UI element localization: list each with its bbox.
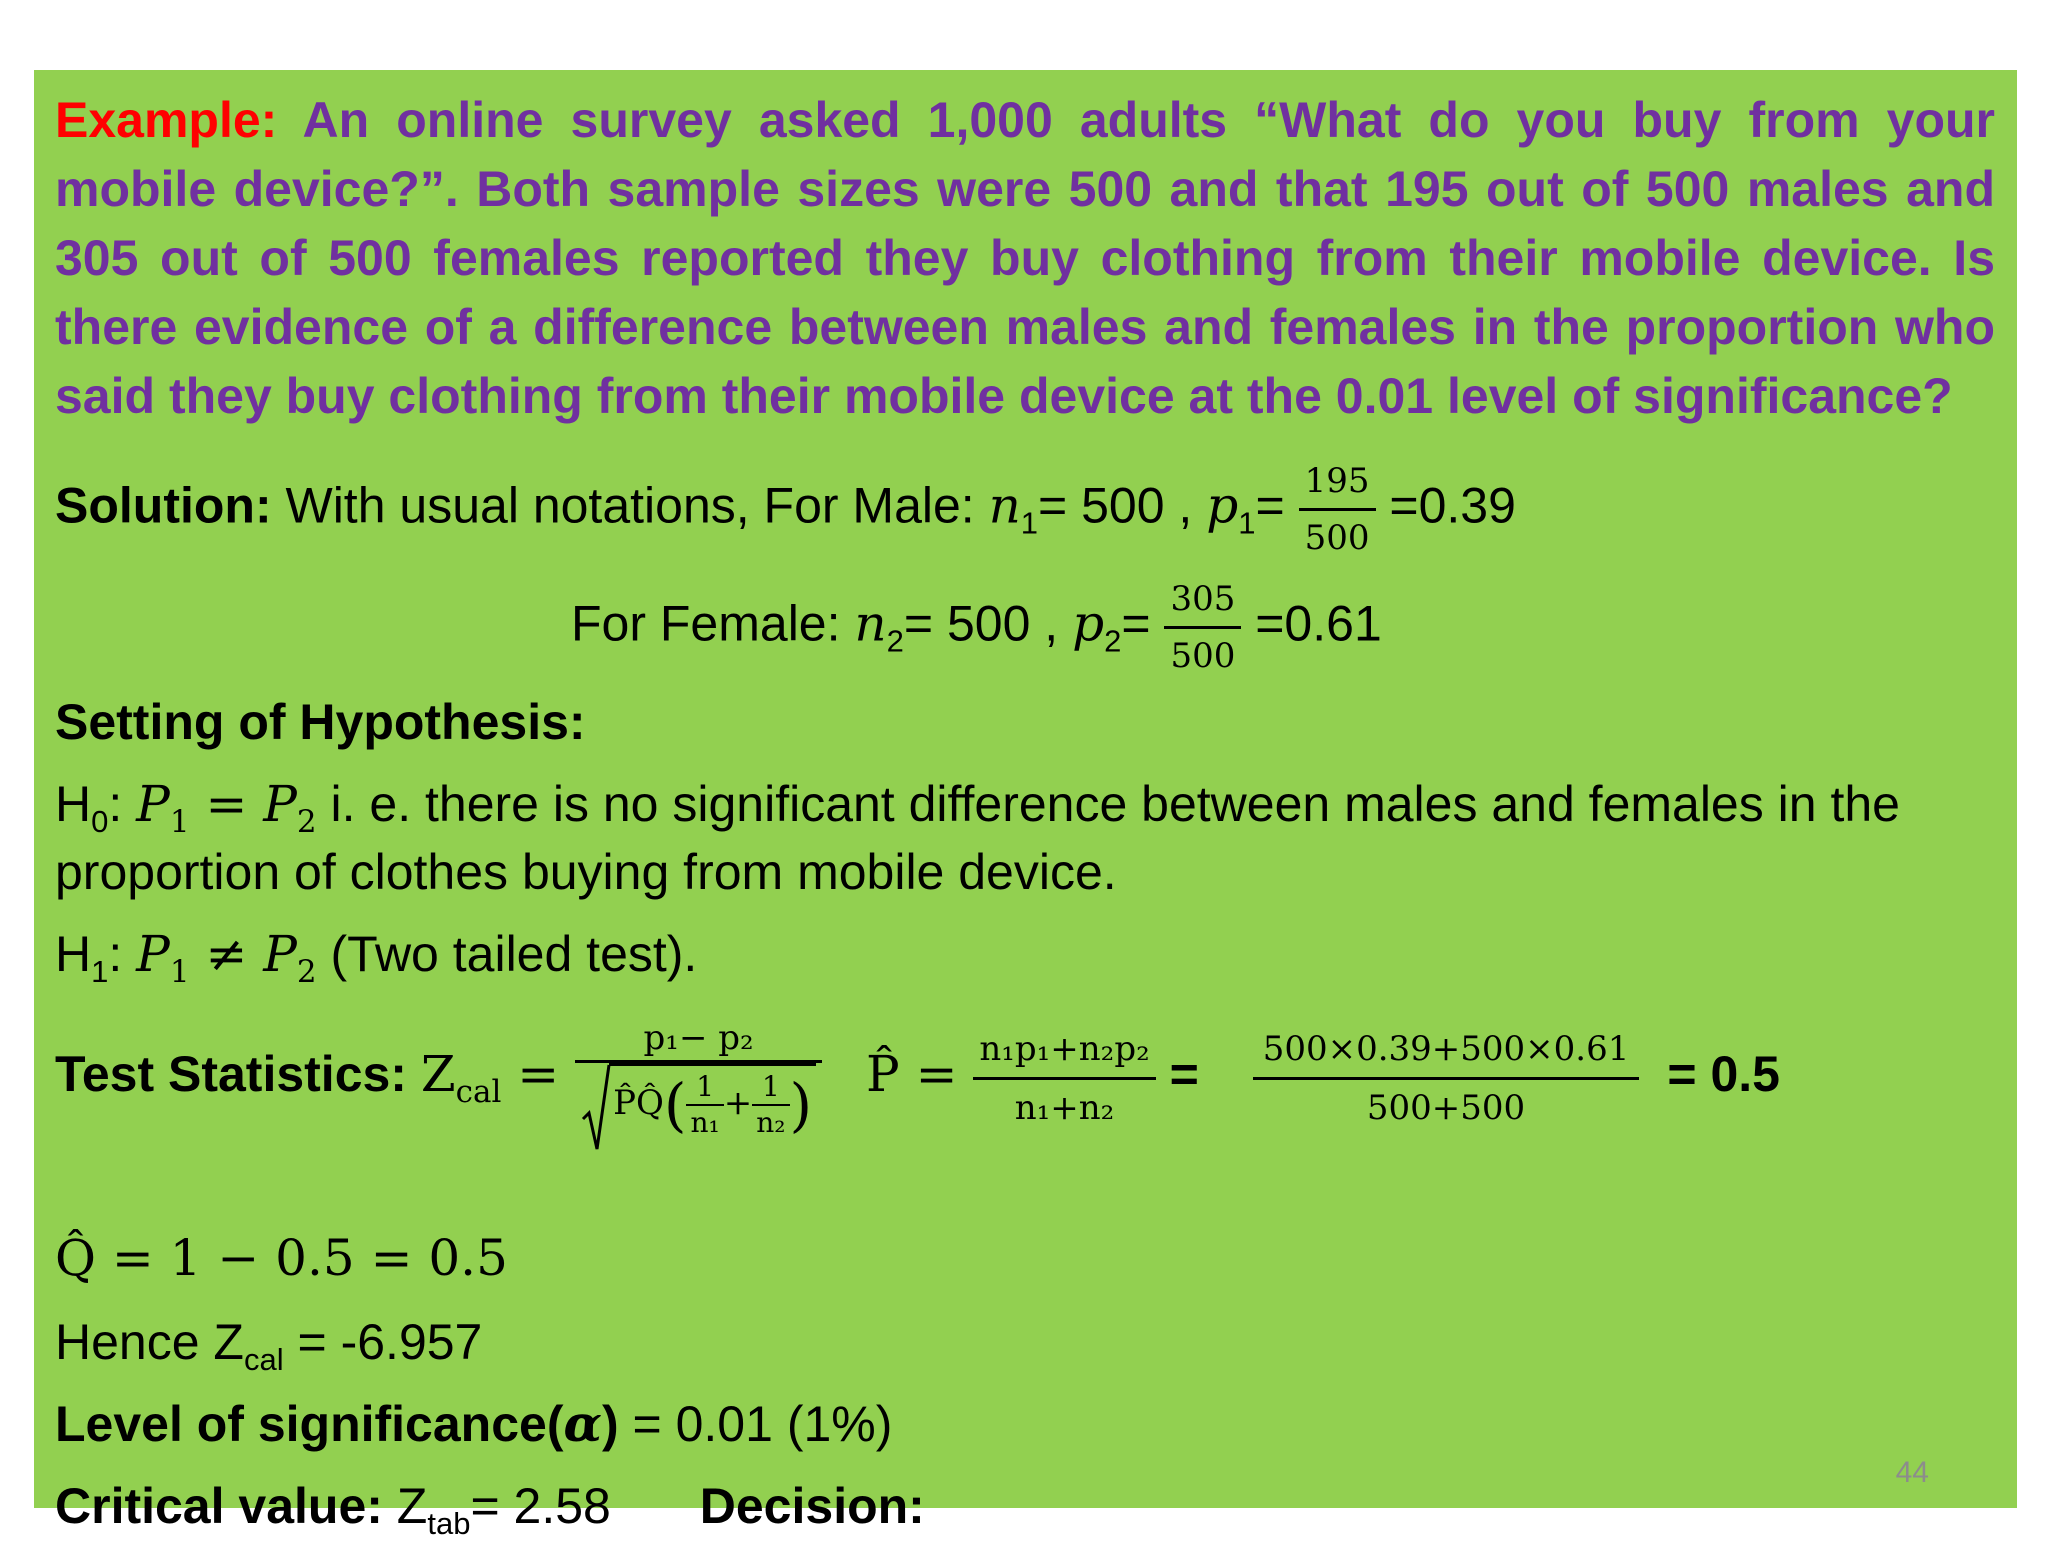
alpha-symbol: α bbox=[563, 1394, 602, 1453]
male-p-sub: 1 bbox=[1238, 505, 1256, 541]
zcal-sub: cal bbox=[455, 1074, 502, 1111]
h0-colon: : bbox=[108, 776, 137, 832]
male-p-symbol: p bbox=[1206, 476, 1239, 535]
female-fraction bbox=[1164, 572, 1241, 683]
h1-p2-sub: 2 bbox=[296, 953, 317, 990]
zcal-symbol: Z bbox=[420, 1045, 456, 1104]
male-p-eq: = bbox=[1255, 477, 1285, 534]
hence-value: = -6.957 bbox=[283, 1314, 483, 1370]
h1-text: (Two tailed test). bbox=[316, 926, 698, 982]
los-label: Level of significance( bbox=[55, 1396, 564, 1452]
female-n-value: = 500 , bbox=[903, 595, 1073, 652]
los-value: = 0.01 (1%) bbox=[618, 1396, 893, 1452]
h0-p1: P bbox=[136, 775, 170, 833]
zcal-equals: = bbox=[501, 1045, 576, 1104]
inner-frac-2-num: 1 bbox=[752, 1070, 789, 1106]
h1-p1-sub: 1 bbox=[169, 953, 190, 990]
h1-relation: ≠ bbox=[189, 925, 264, 983]
h0-text-line1: i. e. there is no significant difference between males and females in the bbox=[316, 776, 1900, 832]
h0-p1-sub: 1 bbox=[169, 803, 190, 840]
pq-hat: P̂Q̂ bbox=[613, 1083, 664, 1123]
phat-equals: = bbox=[1155, 1046, 1213, 1103]
los-close: ) bbox=[601, 1396, 619, 1452]
decision-label: Decision: bbox=[699, 1478, 925, 1534]
male-fraction-den: 500 bbox=[1304, 518, 1370, 558]
female-n-sub: 2 bbox=[886, 623, 904, 659]
h0-sub: 0 bbox=[91, 803, 109, 839]
female-n-symbol: n bbox=[854, 594, 887, 653]
hence-text: Hence Z bbox=[55, 1314, 244, 1370]
inner-plus: + bbox=[723, 1083, 753, 1123]
solution-label: Solution: bbox=[55, 477, 272, 534]
h0-text-line2: proportion of clothes buying from mobile device. bbox=[55, 844, 1117, 900]
page-number: 44 bbox=[1895, 1456, 1929, 1489]
male-n-symbol: n bbox=[988, 476, 1021, 535]
phat-result: = 0.5 bbox=[1667, 1046, 1780, 1103]
h0-label: H bbox=[55, 776, 92, 832]
example-text: An online survey asked 1,000 adults “What do you buy from your mobile device?”. Both sample sizes were 500 and that 195 out of 500 males and 305 out of 500 females reported they buy clothing from their mobile device. Is there evidence of a difference between males and females in the proportion who said they buy clothing from their mobile device at the 0.01 level of significance? bbox=[55, 92, 1995, 424]
example-paragraph bbox=[55, 86, 1995, 431]
sqrt-radical bbox=[581, 1063, 816, 1140]
female-fraction-num: 305 bbox=[1164, 572, 1241, 629]
inner-frac-1-num: 1 bbox=[686, 1070, 723, 1106]
h0-relation: = bbox=[189, 775, 264, 833]
male-n-value: = 500 , bbox=[1038, 477, 1207, 534]
zcal-numerator: p₁− p₂ bbox=[575, 1016, 822, 1063]
male-fraction-num: 195 bbox=[1299, 454, 1376, 511]
female-result: =0.61 bbox=[1241, 595, 1382, 652]
female-label: For Female: bbox=[571, 595, 855, 652]
critical-line bbox=[55, 1476, 925, 1541]
female-p-sub: 2 bbox=[1104, 623, 1122, 659]
inner-frac-2-den: n₂ bbox=[756, 1106, 786, 1139]
phat-fraction bbox=[973, 1021, 1155, 1136]
inner-frac-2 bbox=[752, 1070, 789, 1140]
female-p-eq: = bbox=[1121, 595, 1151, 652]
calc-denominator: 500+500 bbox=[1366, 1087, 1526, 1128]
paren-open: ( bbox=[663, 1071, 687, 1139]
sqrt-icon bbox=[581, 1063, 611, 1153]
phat-label: P̂ = bbox=[866, 1045, 974, 1104]
h1-line bbox=[55, 924, 698, 990]
zcal-denominator bbox=[575, 1063, 822, 1140]
hence-sub: cal bbox=[243, 1341, 284, 1377]
male-result: =0.39 bbox=[1375, 477, 1516, 534]
critical-value: = 2.58 bbox=[470, 1478, 611, 1534]
radicand bbox=[609, 1063, 816, 1140]
hence-line bbox=[55, 1312, 483, 1377]
phat-denominator: n₁+n₂ bbox=[1014, 1087, 1115, 1128]
h1-p2: P bbox=[263, 925, 297, 983]
male-fraction bbox=[1299, 454, 1376, 565]
h1-sub: 1 bbox=[91, 953, 109, 989]
solution-male-line bbox=[55, 454, 1516, 565]
h0-p2: P bbox=[263, 775, 297, 833]
los-line bbox=[55, 1394, 892, 1454]
h0-line bbox=[55, 774, 1900, 840]
h1-colon: : bbox=[108, 926, 137, 982]
critical-z: Z bbox=[382, 1478, 428, 1534]
h1-label: H bbox=[55, 926, 92, 982]
critical-label: Critical value: bbox=[55, 1478, 383, 1534]
h1-p1: P bbox=[136, 925, 170, 983]
paren-close: ) bbox=[789, 1071, 813, 1139]
female-fraction-den: 500 bbox=[1170, 636, 1236, 676]
calc-fraction bbox=[1253, 1021, 1640, 1136]
h0-p2-sub: 2 bbox=[296, 803, 317, 840]
inner-frac-1-den: n₁ bbox=[690, 1106, 720, 1139]
solution-female-line bbox=[571, 572, 1382, 683]
test-statistics-label: Test Statistics: bbox=[55, 1046, 421, 1103]
male-n-sub: 1 bbox=[1020, 505, 1039, 541]
phat-numerator: n₁p₁+n₂p₂ bbox=[973, 1021, 1155, 1080]
inner-frac-1 bbox=[686, 1070, 723, 1140]
qhat-line: Q̂ = 1 − 0.5 = 0.5 bbox=[55, 1229, 508, 1287]
calc-numerator: 500×0.39+500×0.61 bbox=[1253, 1021, 1640, 1080]
female-p-symbol: p bbox=[1072, 594, 1105, 653]
test-statistics-line bbox=[55, 1016, 1780, 1140]
critical-sub: tab bbox=[427, 1505, 471, 1541]
solution-intro: With usual notations, For Male: bbox=[271, 477, 989, 534]
hypothesis-heading: Setting of Hypothesis: bbox=[55, 694, 586, 750]
slide-background bbox=[34, 70, 2017, 1541]
example-label: Example: bbox=[55, 92, 278, 148]
zcal-fraction bbox=[575, 1016, 822, 1140]
